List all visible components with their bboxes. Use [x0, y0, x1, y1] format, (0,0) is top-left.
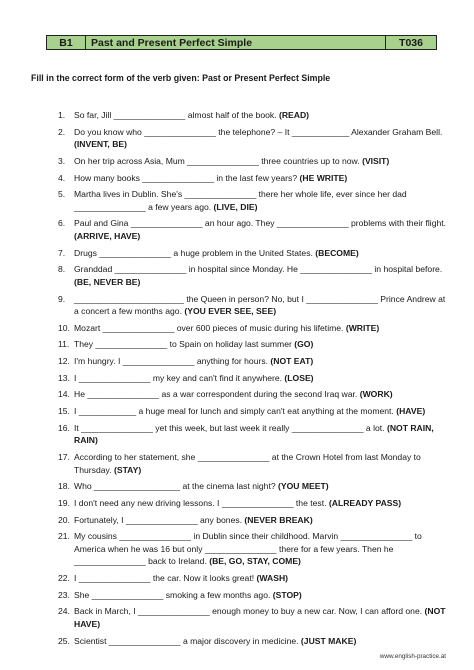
exercise-item: [0, 338, 474, 351]
exercise-number: 1.: [58, 110, 66, 120]
exercise-number: 14.: [58, 389, 70, 400]
exercise-text: How many books _______________ in the last few years? (HE WRITE): [74, 172, 348, 183]
exercise-item: [0, 605, 474, 630]
exercise-text: She _______________ smoking a few months ago. (STOP): [74, 589, 302, 600]
exercise-item: [0, 572, 474, 585]
exercise-text: Martha lives in Dublin. She's _______________ there her whole life, ever since her dad _______________ a few years ago. (LIVE, DIE): [74, 189, 407, 212]
exercise-number: 18.: [58, 481, 70, 492]
exercise-number: 10.: [58, 322, 70, 333]
exercise-item: [0, 293, 474, 318]
exercise-text: Fortunately, I _______________ any bones. (NEVER BREAK): [74, 514, 313, 525]
exercise-item: [0, 188, 474, 213]
exercise-text: On her trip across Asia, Mum _______________ three countries up to now. (VISIT): [74, 155, 390, 166]
exercise-number: 20.: [58, 514, 70, 525]
exercise-number: 22.: [58, 572, 70, 583]
exercise-text: Paul and Gina _______________ an hour ago. They _______________ problems with their flight. (ARRIVE, HAVE): [74, 218, 447, 241]
exercise-item: [0, 172, 474, 185]
exercise-number: 9.: [58, 293, 66, 304]
worksheet-code: T036: [399, 36, 423, 49]
exercise-list: [0, 109, 474, 651]
exercise-number: 16.: [58, 422, 70, 433]
exercise-number: 5.: [58, 189, 66, 200]
exercise-text: _______________________ the Queen in person? No, but I _______________ Prince Andrew at a concert a few months ago. (YOU EVER SEE, SEE): [74, 293, 446, 316]
exercise-text: Who __________________ at the cinema last night? (YOU MEET): [74, 481, 329, 492]
exercise-text: Mozart _______________ over 600 pieces of music during his lifetime. (WRITE): [74, 322, 380, 333]
exercise-item: [0, 405, 474, 418]
exercise-item: [0, 451, 474, 476]
exercise-number: 24.: [58, 606, 70, 617]
exercise-text: I'm hungry. I _______________ anything for hours. (NOT EAT): [74, 356, 314, 367]
exercise-text: So far, Jill _______________ almost half of the book. (READ): [74, 110, 310, 120]
exercise-number: 3.: [58, 155, 66, 166]
exercise-number: 23.: [58, 589, 70, 600]
exercise-text: It _______________ yet this week, but last week it really _______________ a lot. (NOT RAIN, RAIN): [74, 422, 434, 446]
exercise-text: According to her statement, she _______________ at the Crown Hotel from last Monday to Thursday. (STAY): [74, 452, 421, 475]
exercise-number: 17.: [58, 452, 70, 462]
exercise-item: [0, 126, 474, 151]
footer-url: www.english-practice.at: [379, 653, 446, 660]
worksheet-title: Past and Present Perfect Simple: [86, 36, 386, 49]
exercise-item: [0, 109, 474, 122]
exercise-item: [0, 372, 474, 385]
exercise-number: 2.: [58, 126, 66, 137]
exercise-number: 11.: [58, 339, 70, 350]
exercise-text: He _______________ as a war correspondent during the second Iraq war. (WORK): [74, 389, 393, 400]
exercise-number: 21.: [58, 531, 70, 542]
instruction: Fill in the correct form of the verb given: Past or Present Perfect Simple: [31, 73, 331, 83]
exercise-item: [0, 589, 474, 602]
exercise-item: [0, 263, 474, 288]
exercise-text: Scientist _______________ a major discovery in medicine. (JUST MAKE): [74, 635, 357, 646]
exercise-number: 15.: [58, 406, 70, 417]
worksheet-header: [46, 35, 437, 50]
exercise-text: I don't need any new driving lessons. I _______________ the test. (ALREADY PASS): [74, 497, 402, 508]
exercise-item: [0, 355, 474, 368]
exercise-text: I _______________ my key and can't find it anywhere. (LOSE): [74, 372, 314, 383]
exercise-item: [0, 480, 474, 493]
exercise-text: Granddad _______________ in hospital since Monday. He _______________ in hospital before. (BE, NEVER BE): [74, 264, 443, 287]
exercise-text: I ____________ a huge meal for lunch and simply can't eat anything at the moment. (HAVE): [74, 406, 426, 417]
exercise-text: Back in March, I _______________ enough money to buy a new car. Now, I can afford one. (NOT HAVE): [74, 606, 446, 629]
exercise-number: 7.: [58, 247, 66, 258]
exercise-item: [0, 155, 474, 168]
exercise-number: 8.: [58, 264, 66, 275]
exercise-item: [0, 422, 474, 447]
exercise-text: They _______________ to Spain on holiday last summer (GO): [74, 339, 314, 350]
exercise-number: 25.: [58, 635, 70, 646]
exercise-item: [0, 514, 474, 527]
exercise-item: [0, 322, 474, 335]
exercise-number: 6.: [58, 218, 66, 229]
exercise-item: [0, 388, 474, 401]
exercise-number: 12.: [58, 356, 70, 367]
exercise-text: Do you know who _______________ the telephone? – It ____________ Alexander Graham Bell. (INVENT, BE): [74, 126, 443, 150]
exercise-number: 13.: [58, 372, 70, 383]
exercise-item: [0, 217, 474, 242]
level-label: B1: [47, 36, 86, 49]
exercise-item: [0, 635, 474, 648]
exercise-item: [0, 247, 474, 260]
exercise-number: 4.: [58, 172, 66, 183]
exercise-text: My cousins _______________ in Dublin since their childhood. Marvin _______________ to America when he was 16 but only _______________ there for a few years. Then he _______________ back to Ireland. (BE, GO, STAY, COME): [74, 531, 422, 567]
exercise-text: I _______________ the car. Now it looks great! (WASH): [74, 572, 289, 583]
exercise-item: [0, 530, 474, 568]
exercise-text: Drugs _______________ a huge problem in the United States. (BECOME): [74, 247, 359, 258]
exercise-number: 19.: [58, 497, 70, 508]
exercise-item: [0, 497, 474, 510]
